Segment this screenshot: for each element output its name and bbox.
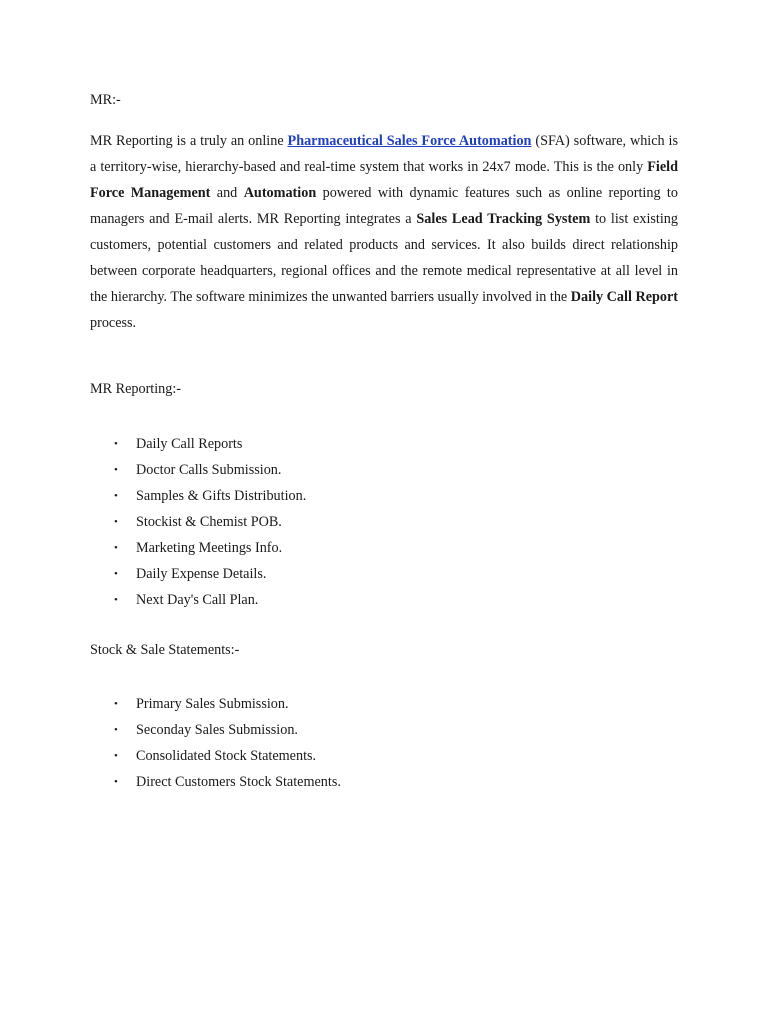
bullet-icon: • (114, 568, 118, 580)
list-item-label: Seconday Sales Submission. (136, 722, 298, 738)
list-item (90, 691, 678, 717)
paragraph-text: (SFA) software, which is a territory-wise, hierarchy-based and real-time system that works in 24x7 mode. This is the only (90, 133, 679, 175)
list-item (90, 509, 678, 535)
bullet-icon: • (114, 776, 118, 788)
list-item (90, 457, 678, 483)
intro-paragraph (90, 128, 678, 336)
sfa-link[interactable]: Pharmaceutical Sales Force Automation (287, 133, 532, 149)
list-item-label: Marketing Meetings Info. (136, 540, 283, 556)
bullet-icon: • (114, 464, 118, 476)
paragraph-text: and (210, 185, 244, 201)
list-item-label: Daily Call Reports (136, 436, 243, 452)
list-item-label: Stockist & Chemist POB. (136, 514, 282, 530)
list-item-label: Primary Sales Submission. (136, 696, 289, 712)
stock-sale-list (90, 691, 678, 795)
list-item (90, 743, 678, 769)
bold-term-field-force: Field Force Management (90, 159, 678, 201)
bullet-icon: • (114, 490, 118, 502)
list-item (90, 535, 678, 561)
bullet-icon: • (114, 698, 118, 710)
bold-term-daily-call-report: Daily Call Report (570, 289, 679, 305)
bullet-icon: • (114, 542, 118, 554)
bold-term-automation: Automation (243, 185, 317, 201)
list-item-label: Daily Expense Details. (136, 566, 267, 582)
list-item (90, 717, 678, 743)
list-item (90, 483, 678, 509)
list-item (90, 587, 678, 613)
paragraph-text: to list existing customers, potential customers and related products and services. It also builds direct relationship between corporate headquarters, regional offices and the remote medical representative at all level in the hierarchy. The software minimizes the unwanted barriers usually involved in the (90, 211, 678, 305)
bullet-icon: • (114, 724, 118, 736)
mr-reporting-list (90, 431, 678, 613)
bold-term-sales-lead: Sales Lead Tracking System (416, 211, 591, 227)
paragraph-text: powered with dynamic features such as online reporting to managers and E-mail alerts. MR Reporting integrates a (90, 185, 678, 227)
section-heading-mr: MR:- (90, 92, 121, 108)
list-item-label: Consolidated Stock Statements. (136, 748, 317, 764)
list-item (90, 561, 678, 587)
bullet-icon: • (114, 438, 118, 450)
paragraph-text: process. (90, 315, 137, 331)
paragraph-text: MR Reporting is a truly an online (90, 133, 288, 149)
section-heading-mr-reporting: MR Reporting:- (90, 381, 182, 397)
list-item (90, 431, 678, 457)
list-item-label: Doctor Calls Submission. (136, 462, 282, 478)
bullet-icon: • (114, 516, 118, 528)
list-item-label: Next Day's Call Plan. (136, 592, 259, 608)
section-heading-stock-sale: Stock & Sale Statements:- (90, 642, 240, 658)
list-item-label: Direct Customers Stock Statements. (136, 774, 341, 790)
list-item (90, 769, 678, 795)
list-item-label: Samples & Gifts Distribution. (136, 488, 307, 504)
document-page (90, 89, 678, 795)
bullet-icon: • (114, 750, 118, 762)
bullet-icon: • (114, 594, 118, 606)
